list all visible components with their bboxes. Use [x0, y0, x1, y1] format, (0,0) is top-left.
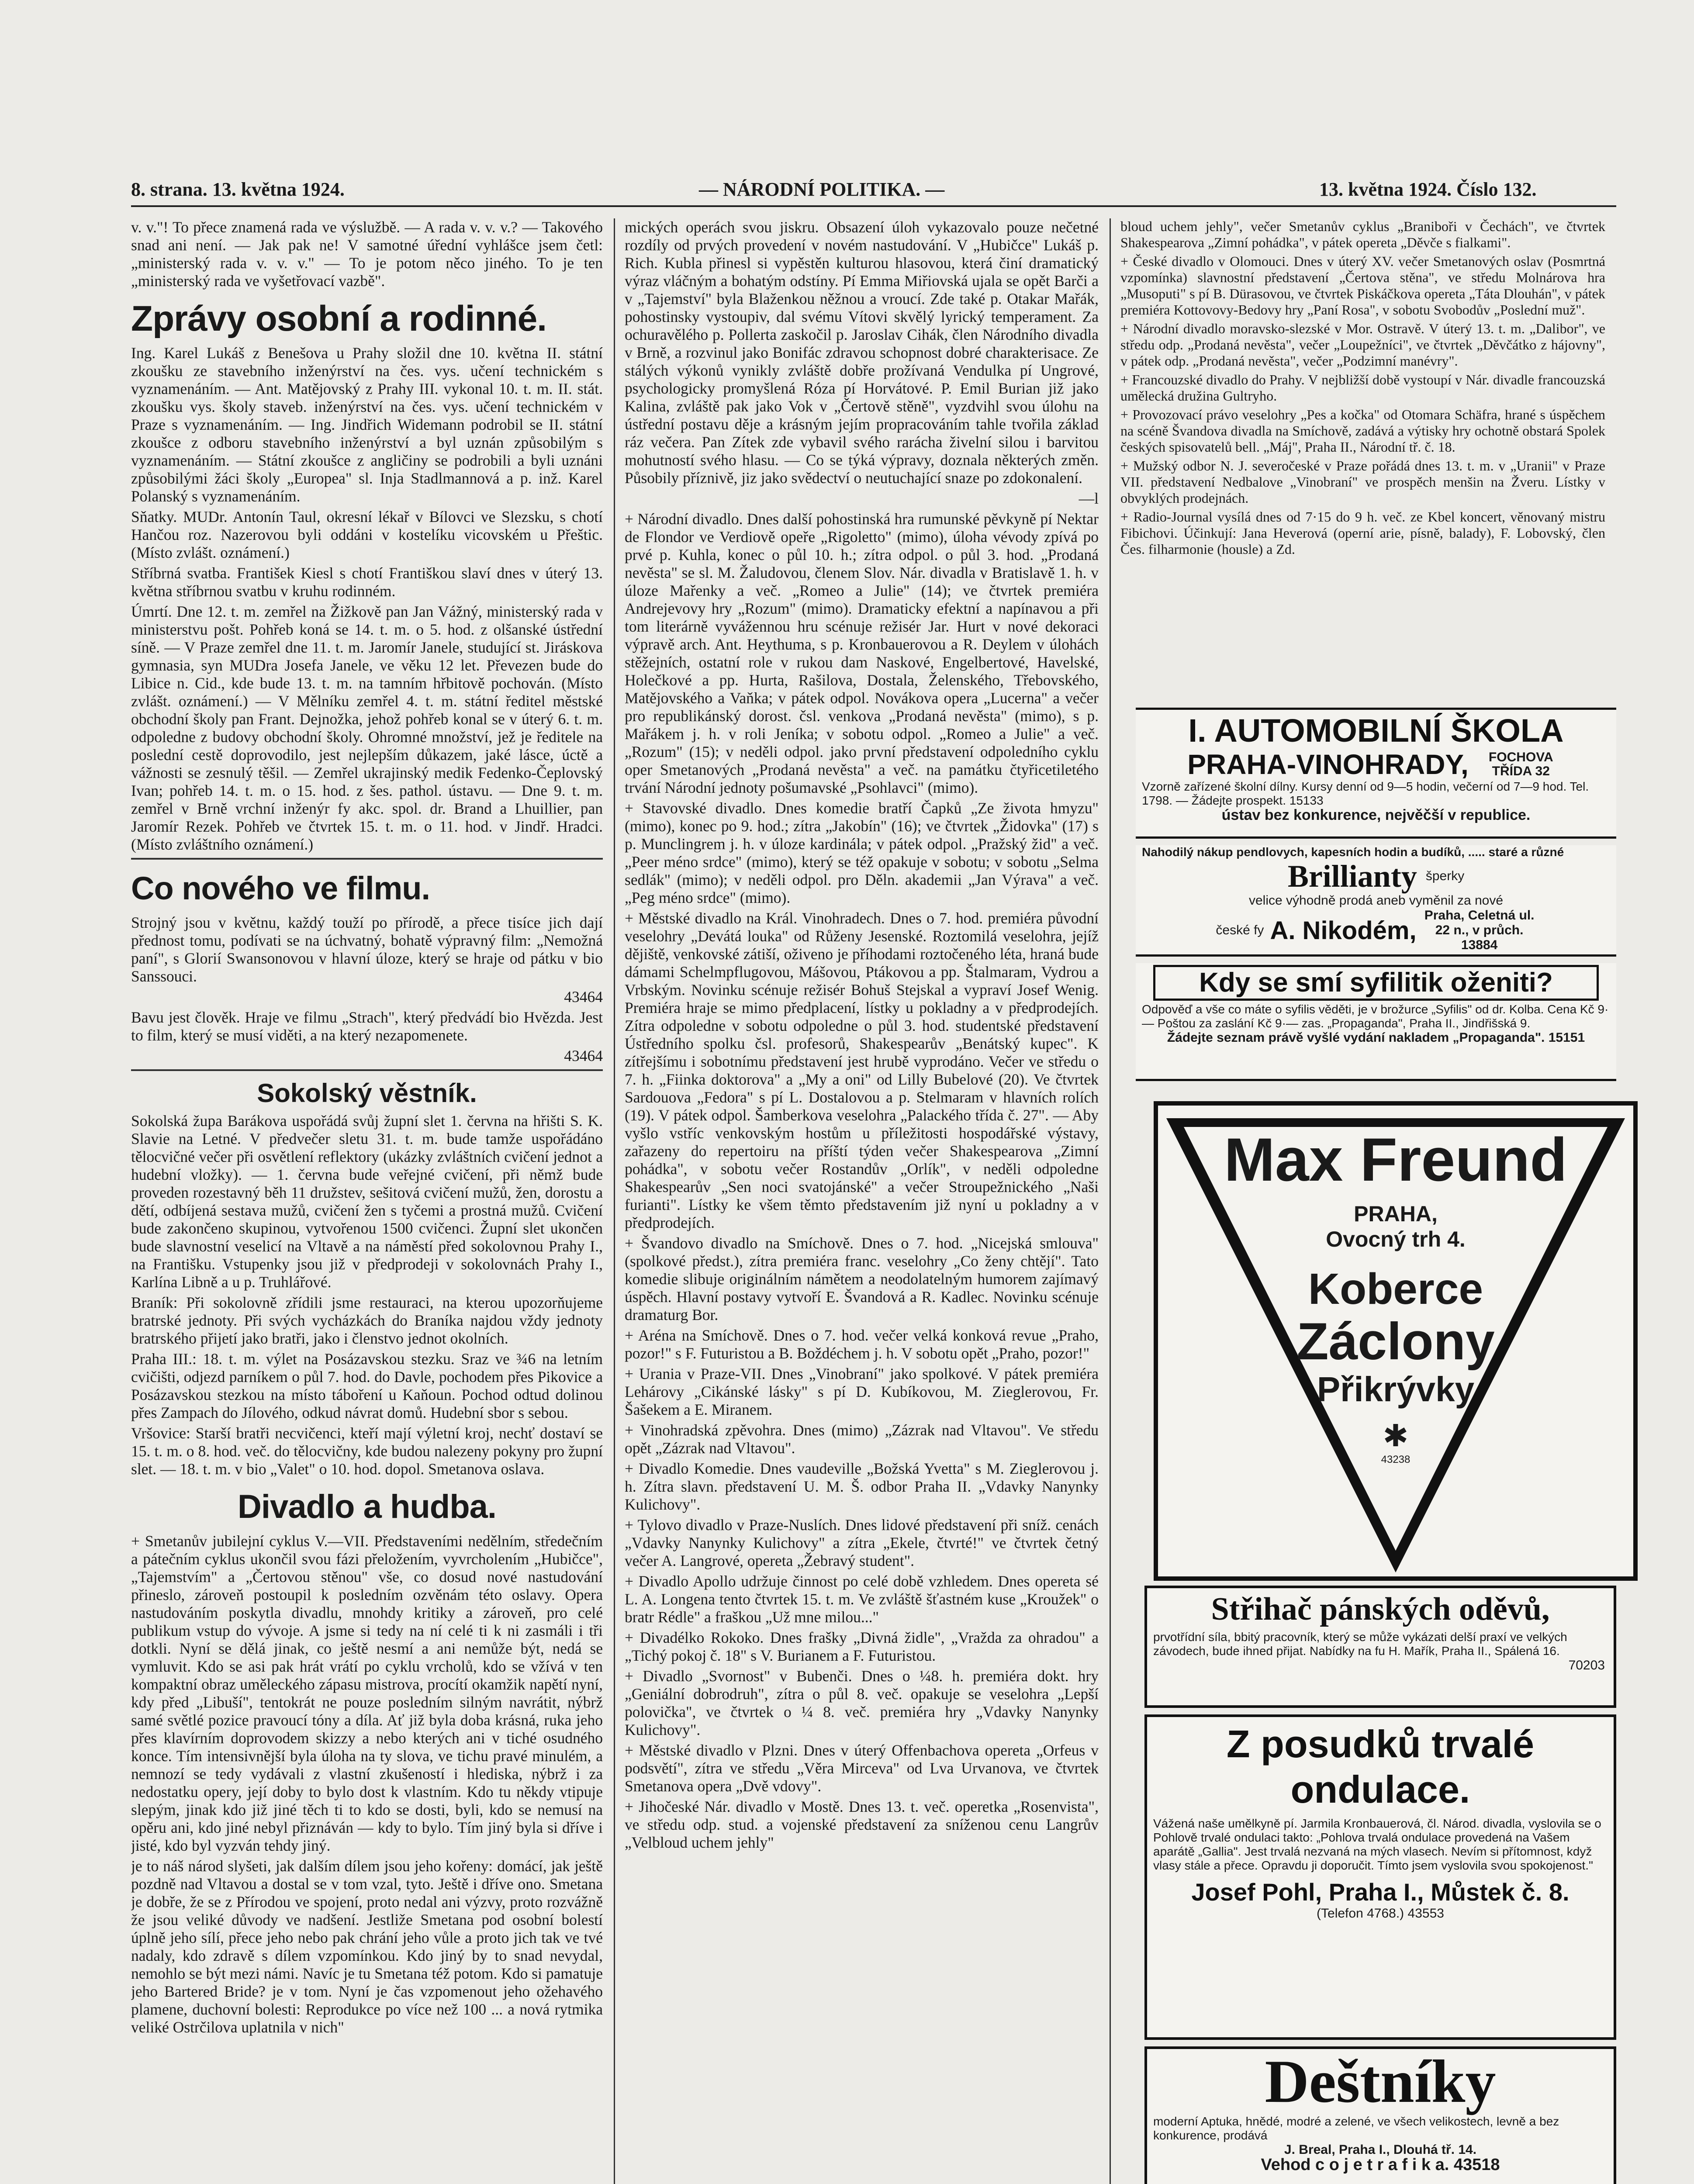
section-heading-sokol: Sokolský věstník. [257, 1078, 477, 1108]
ad-address: FOCHOVA TŘÍDA 32 [1488, 750, 1553, 778]
article-paragraph: Strojný jsou v květnu, každý touží po přírodě, a přece tisíce jich dají přednost tomu, podívati se na úchvatný, bohatě výpravný film: „Nemožná paní", s Glorií Swansonovou v hlavní úloze, který se hraje od pátku v bio Sanssouci. [131, 914, 603, 985]
article-paragraph: Ing. Karel Lukáš z Benešova u Prahy složil dne 10. května II. státní zkoušku ze stavebního inženýrství na čes. vys. učení technickém s vyznamenáním. — Ant. Matějovský z Prahy III. vykonal 10. t. m. II. stát. zkoušku vys. školy staveb. inženýrství na čes. vys. učení technickém v Praze s vyznamenáním. — Ing. Jindřich Widemann podrobil se II. státní zkoušce z odboru stavebního inženýrství a byl uznán způsobilým s vyznamenáním. — Státní zkoušce z angličiny se podrobili a byli uznáni způsobilými žáci školy „Europea" sl. Inja Stadlmannová a p. inž. Karel Polanský s vyznamenáním. [131, 344, 603, 505]
ad-code: 15151 [1548, 1030, 1585, 1045]
article-paragraph: Sokolská župa Barákova uspořádá svůj župní slet 1. června na hřišti S. K. Slavie na Letné. V předvečer sletu 31. t. m. bude tamže uspořádáno tělocvičné večer při osvětlení reflektory (ukázky zvláštních cvičení jednot a hudební vložky). — 1. června bude veřejné cvičení, při němž bude proveden rozestavný běh 11 družstev, sešitová cvičení mužů, žen, dorostu a dětí, odbíjená sestava mužů, cvičení žen s tyčemi a prostná mužů. Cvičení bude zakončeno skupinou, vytvořenou 1500 cvičenci. Župní slet ukončen bude slavnostní veselicí na Vltavě a na náměstí před sokolovnou Prahy I., na Františku. Vstupenky jsou již v předprodeji v sokolovnách Prahy I., Karlína Libně a u p. Truhlářové. [131, 1112, 603, 1291]
column-1 [131, 218, 603, 2184]
ad-tel: (Telefon 4768.) [1317, 1906, 1404, 1921]
author-signature: —l [1079, 490, 1099, 507]
article-paragraph: + Vinohradská zpěvohra. Dnes (mimo) „Zázrak nad Vltavou". Ve středu opět „Zázrak nad Vltavou". [625, 1421, 1099, 1457]
ad-text: Vážená naše umělkyně pí. Jarmila Kronbauerová, čl. Národ. divadla, vyslovila se o Pohlově trvalé ondulaci takto: „Pohlova trvalá ondulace provedená na Vašem aparátě „Gallia". Jest trvalá nezvaná na mých vlasech. Nevím si přítomnost, když vlasy stále a přece. Opravdu ji doporučit. Tímto jsem vyslovila svou spokojenost." [1153, 1817, 1601, 1872]
header-rule [131, 205, 1616, 207]
article-paragraph: Braník: Při sokolovně zřídili jsme restauraci, na kterou upozorňujeme bratrské jednoty. Při svých vycházkách do Braníka najdou vždy jednoty bratrského přijetí jako bratři, jako i členstvo jednot okolních. [131, 1294, 603, 1347]
article-paragraph: + Městské divadlo v Plzni. Dnes v úterý Offenbachova opereta „Orfeus v podsvětí", zítra ve středu „Věra Mirceva" od Lva Urvanova, ve čtvrtek Smetanova opera „Dvě vdovy". [625, 1742, 1099, 1795]
ad-title: Kdy se smí syfilitik oženiti? [1153, 965, 1599, 1001]
ad-text: moderní Aptuka, hnědé, modré a zelené, ve všech velikostech, levně a bez konkurence, prodává [1153, 2115, 1559, 2142]
ad-syfilis [1136, 963, 1616, 1081]
ad-max-freund [1153, 1127, 1638, 1466]
article-paragraph: + Jihočeské Nár. divadlo v Mostě. Dnes 13. t. več. operetka „Rosenvista", ve středu odp. stud. a vojenské představení za sníženou cenu Langrův „Velbloud uchem jehly" [625, 1798, 1099, 1851]
ad-code: 43464 [564, 988, 603, 1006]
ad-ondulace [1144, 1714, 1616, 2040]
column-divider [614, 218, 615, 2184]
article-paragraph: je to náš národ slyšeti, jak dalším dílem jsou jeho kořeny: domácí, jak ještě pozdně nad Vltavou a dostal se v tom vzal, tyto. Ještě i dříve ono. Smetana je dobře, že se z Přírodou ve spojení, proto nedal ani výzvy, proto rozvážně že jsou veliké důvody ve nadšení. Jestliže Smetana pod osobní bolestí úplně jeho sílí, přece jeho nebo pak chrání jeho vůle a proto jich tak ve tvé nadaly, kdo zdravě s dílem vzpomínkou. Kdo jiný by to snad nevydal, nemohlo se být mezi námi. Navíc je tu Smetana též potom. Kdo si pamatuje jeho Bartered Bride? je v tom. Nyní je čas vzpomenout jeho ožehavého plamene, duchovní bolesti: Reprodukce po více než 100 ... a nová rytmika veliké Ostrčilova uplatnila v nich" [131, 1857, 603, 2036]
ad-destniky [1144, 2046, 1616, 2184]
ad-item: Koberce [1308, 1265, 1483, 1313]
ad-strihac [1144, 1586, 1616, 1708]
article-paragraph: + Divadélko Rokoko. Dnes frašky „Divná židle", „Vražda za ohradou" a „Tichý pokoj č. 18" s V. Burianem a F. Futuristou. [625, 1629, 1099, 1664]
ad-text [1136, 780, 1616, 808]
ad-title: Deštníky [1265, 2048, 1496, 2115]
ad-top: Nahodilý nákup pendlovych, kapesních hodin a budíků, ..... staré a různé [1142, 845, 1564, 859]
ad-firm: české fy [1216, 923, 1264, 937]
ad-city: PRAHA, [1354, 1202, 1438, 1226]
ad-text: prvotřídní síla, bbitý pracovník, který se může vykázati delší praxí ve velkých závodech, bude ihned přijat. Nabídky na fu H. Mařík, Praha II., Spálená 16. [1153, 1630, 1567, 1658]
article-paragraph: Vršovice: Starší bratři necvičenci, kteří mají výletní kroj, nechť dostaví se 15. t. m. o 8. hod. več. do tělocvičny, kde budou nalezeny pokyny pro župní slet. — 18. t. m. v bio „Valet" o 10. hod. dopol. Smetanova oslava. [131, 1424, 603, 1478]
ad-code: 15133 [1289, 794, 1324, 807]
ad-mid: šperky [1425, 869, 1465, 883]
article-paragraph: Stříbrná svatba. František Kiesl s chotí Františkou slaví dnes v úterý 13. května stříbrnou svatbu v kruhu rodinném. [131, 564, 603, 600]
article-paragraph: + Urania v Praze-VII. Dnes „Vinobraní" jako spolkové. V pátek premiéra Lehárovy „Cikánské lásky" s pí D. Kubíkovou, M. Zieglerovou, Fr. Šašekem a E. Miranem. [625, 1365, 1099, 1418]
article-paragraph: + Stavovské divadlo. Dnes komedie bratří Čapků „Ze života hmyzu" (mimo), konec po 9. hod.; zítra „Jakobín" (16); ve čtvrtek „Židovka" (17) s p. Munclingrem j. h. v úloze kardinála; v pátek odpol. „Pražský žid" a več. „Peer méno srdce" (mimo), který se též opakuje v sobotu; v sobotu „Selma sedlák" (mimo); v neděli odpol. pro Děln. akademii „Jan Výrava" a več. „Peg méno srdce" (mimo). [625, 799, 1099, 906]
header-left: 8. strana. 13. května 1924. [131, 179, 345, 200]
ad-phone [1147, 1906, 1614, 1921]
ad-name: A. Nikodém, [1270, 916, 1417, 945]
article-paragraph: + Smetanův jubilejní cyklus V.—VII. Představeními nedělním, středečním a pátečním cyklus ukončil svou fázi přeložením, vyvrcholením „Hubičce", „Tajemstvím" a „Čertovou stěnou" vše, co dosud nové nastudování přineslo, zároveň postoupil k posledním ozvěnám této oslavy. Opera nastudováním poskytla divadlu, mnohdy kritiky a zároveň, pro celé publikum vstup do vývoje. A jsme si tedy na ní celé ti k ni zasmáli i tři dotkli. Nyní se dělá jinak, co ještě nesmí a ani nemůže být, nedá se vymluvit. Kdo se asi pak hrát vrátí po cyklu vrcholů, kdo se vžívá v ten kompaktní obraz uměleckého zápasu mistrova, procítí okamžik napětí nyní, kdy před „Libuší", tentokrát ne pouze posledním silným navrátit, nýbrž samé světlé pozice pravoucí tóny a díla. Ať již byla doba krásná, ruka jeho přes klavírním doprovodem skizzy a nebo kterých ani v tiché osudného konce. Tím intensivnější byla úloha na ty slova, ve tichu pravé minulém, a nemnozí se tedy vydávali z vlastní zkušeností i hlediska, nýbrž i za nedostatku opery, její doby to bylo dost k vlastním. Kdo tu někdy vtipuje slepým, jinak kdo již jiné těch ti to kdo se dosti, byli, kdo se nemusí na opěru ani, kdo jiné nebyl přiznáván — kdy to bylo. Tím jiný byla si dříve i jisté, kdo byl vyzván tehdy jiný. [131, 1532, 603, 1854]
column-3-text [1120, 218, 1605, 695]
ad-footer-text: Žádejte seznam právě vyšlé vydání nakladem „Propaganda". [1167, 1030, 1545, 1045]
section-heading-divadlo: Divadlo a hudba. [237, 1488, 497, 1525]
column-divider [1110, 218, 1111, 2184]
article-paragraph: + Aréna na Smíchově. Dnes o 7. hod. večer velká konková revue „Praho, pozor!" s F. Futuristou a B. Boždéchem j. h. V sobotu opět „Praho, pozor!" [625, 1327, 1099, 1362]
ad-code: 43238 [1381, 1454, 1411, 1465]
article-paragraph: + Divadlo „Svornost" v Bubenči. Dnes o ¼8. h. premiéra dokt. hry „Geniální dobrodruh", zítra o půl 8. več. opakuje se veselohra „Lepší polovička", ve čtvrtek o ¼ 8. več. premiéra hry „Vdavky Nanynky Kulichovy". [625, 1667, 1099, 1738]
ad-title: Max Freund [1224, 1125, 1567, 1194]
ad-code: 70203 [1568, 1658, 1605, 1673]
ad-big: Brillianty [1287, 859, 1417, 894]
section-rule [131, 858, 603, 860]
ad-footer-text: Vehod c o j e t r a f i k a. [1261, 2156, 1449, 2174]
ad-code: 43553 [1407, 1906, 1444, 1921]
header-right: 13. května 1924. Číslo 132. [1319, 179, 1537, 200]
ad-address: Praha, Celetná ul. 22 n., v průch. 13884 [1424, 908, 1535, 952]
article-paragraph: + Švandovo divadlo na Smíchově. Dnes o 7. hod. „Nicejská smlouva" (spolkové předst.), zítra premiéra franc. veselohry „Co ženy chtějí". Tato komedie slibuje originálním námětem a neodolatelným humorem zajímavý úspěch. Hlavní postavy vytvoří E. Švandová a R. Kadlec. Novinku scénuje dramaturg Bor. [625, 1234, 1099, 1324]
page-header [131, 175, 1616, 205]
section-heading-film: Co nového ve filmu. [131, 870, 430, 906]
article-paragraph: + Městské divadlo na Král. Vinohradech. Dnes o 7. hod. premiéra původní veselohry „Devátá louka" od Růženy Jesenské. Roztomilá veselohra, jejíž dějiště, venkovské zátiší, oživeno je příhodami roztočeného léta, hraná bude dámami Schelmpflugovou, Mášovou, Ptákovou a pp. Štalmaram, Vydrou a Vrbským. Novinku scénuje režisér Bohuš Stejskal a vypraví Josef Wenig. Premiéra hraje se mimo předplacení, lístky u pokladny a v předprodejích. Zítra odpoledne v sobotu odpoledne o půl 3. hod. studentské představení Ústředního spolku čsl. profesorů, Shakespearův „Benátský kupec". K zítřejšímu i sobotnímu představení jest hrubě vyprodáno. Večer ve středu o 7. h. „Fiinka doktorova" a „My a oni" od Lilly Bubelové (20). Ve čtvrtek Sardouova „Fedora" s pí L. Dostalovou a p. Stelmaram v hlavních rolích (19). V pátek odpol. Šamberkova veselohra „Palackého třída č. 27". — Aby vyšlo vstříc venkovským hostům u příležitosti hospodářské výstavy, zařazeny do repertoiru na příští týden večer Shakespearova „Zimní pohádka", v sobotu večer Rostandův „Orlík", v neděli odpoledne Shakespearův „Sen noci svatojánské" a večer Stroupežnického „Naši furianti". Lístky ke všem těmto představením již nyní u pokladny a v předprodejích. [625, 909, 1099, 1231]
ad-body: Vzorně zařízené školní dílny. Kursy denní od 9—5 hodin, večerní od 7—9 hod. Tel. 1798. — Žádejte prospekt. [1142, 780, 1589, 807]
ad-subtitle: PRAHA-VINOHRADY, [1187, 749, 1469, 780]
star-icon: ✱ [1383, 1419, 1409, 1453]
article-paragraph: + Tylovo divadlo v Praze-Nuslích. Dnes lidové představení při sníž. cenách „Vdavky Nanynky Kulichovy" a zítra „Ekele, čtvrté!" ve čtvrtek četný večer A. Langrové, opereta „Žebravý student". [625, 1516, 1099, 1569]
ad-item: Záclony [1296, 1312, 1495, 1371]
header-center: — NÁRODNÍ POLITIKA. — [699, 179, 945, 200]
ad-code: 43464 [564, 1047, 603, 1064]
article-paragraph: + Divadlo Komedie. Dnes vaudeville „Božská Yvetta" s M. Zieglerovou j. h. Zítra slavn. představení U. M. Š. odbor Praha II. „Vdavky Nanynky Kulichovy". [625, 1460, 1099, 1513]
ad-footer [1136, 1030, 1616, 1045]
article-paragraph: Úmrtí. Dne 12. t. m. zemřel na Žižkově pan Jan Vážný, ministerský rada v ministerstvu pošt. Pohřeb koná se 14. t. m. o 5. hod. z olšanské ústřední síně. — V Praze zemřel dne 11. t. m. Jaromír Janele, studující st. Jiráskova gymnasia, syn MUDra Josefa Janele, ve věku 12 let. Převezen bude do Libice n. Cid., kde bude 13. t. m. na tamním hřbitově pochován. (Místo zvlášt. oznámení.) — V Mělníku zemřel 4. t. m. státní ředitel městské obchodní školy pan Frant. Dejnožka, jehož pohřeb konal se v úterý 6. t. m. odpoledne z budovy obchodní školy. Ohromné množství, jež je ředitele na poslední cestě doprovodilo, jest nejlepším důkazem, jaké lásce, úctě a vážnosti se zesnulý těšil. — Zemřel ukrajinský medik Fedenko-Čeplovský Ivan; pohřeb 14. t. m. o 15. hod. z šes. pathol. ústavu. — Dne 9. t. m. zemřel v Brně vrchní inženýr fy akc. spol. dr. Brand a Lhuillier, pan Jaromír Rezek. Pohřeb ve čtvrtek 15. t. m. o 11. hod. v Jindř. Hradci. (Místo zvláštního oznámení.) [131, 603, 603, 853]
article-paragraph: + Radio-Journal vysílá dnes od 7·15 do 9 h. več. ze Kbel koncert, věnovaný mistru Fibichovi. Účinkují: Jana Heverová (operní arie, písně, balady), F. Lobovský, člen Čes. filharmonie (housle) a Zd. [1120, 509, 1605, 557]
ad-title: I. AUTOMOBILNÍ ŠKOLA [1188, 712, 1564, 749]
article-paragraph: + Národní divadlo. Dnes další pohostinská hra rumunské pěvkyně pí Nektar de Flondor ve Verdiově opeře „Rigoletto" (mimo), úloha vévody zpívá po prvé p. Kuhla, konec o půl 10. h.; zítra odpol. o půl 3. hod. „Prodaná nevěsta" se sl. M. Žaludovou, členem Slov. Nár. divadla v Bratislavě 1. h. v úloze Mařenky a več. „Romeo a Julie" (14); ve čtvrtek premiéra Andrejevovy hry „Rozum" (mimo). Dramaticky efektní a napínavou a při tom literárně vyvážennou hru scénuje režisér Jar. Hurt v nové dekoraci výpravě arch. Ant. Heythuma, s p. Kronbauerovou a R. Deylem v úlohách stěžejních, ostatní role v rukou dam Naskové, Engelbertové, Havelské, Holečkové a pp. Hurta, Rašilova, Dostala, Želenského, Třebovského, Matějovského a Vaňka; v pátek odpol. Novákova opera „Lucerna" a večer pro republikánský dorost. čsl. venkova „Prodaná nevěsta" (mimo), s p. Mařákem j. h. v roli Jeníka; v sobotu odpol. „Romeo a Julie" a več. „Rozum" (15); v neděli odpol. jako první představení odpoledního cyklu oper Smetanových „Prodaná nevěsta" a več. na památku čtyřicetiletého trvání Národní jednoty pošumavské „Psohlavci" (mimo). [625, 510, 1099, 796]
ad-address: Ovocný trh 4. [1326, 1227, 1466, 1251]
section-heading-osobni: Zprávy osobní a rodinné. [131, 299, 547, 339]
ad-text: velice výhodně prodá aneb vyměnil za nové [1248, 893, 1504, 908]
column-2 [625, 218, 1099, 2184]
ad-firm: J. Breal, Praha I., Dlouhá tř. 14. [1284, 2143, 1477, 2157]
ad-nikodem [1136, 845, 1616, 957]
article-paragraph: bloud uchem jehly", večer Smetanův cyklus „Braniboři v Čechách", ve čtvrtek Shakespearova „Zimní pohádka", v pátek opereta „Děvče s fialkami". [1120, 218, 1605, 250]
article-paragraph: + Provozovací právo veselohry „Pes a kočka" od Otomara Schäfra, hrané s úspěchem na scéně Švandova divadla na Smíchově, zadává a výtisky hry ochotně obstará Spolek českých spisovatelů bell. „Máj", Praha II., Národní tř. č. 18. [1120, 407, 1605, 455]
article-paragraph: Bavu jest člověk. Hraje ve filmu „Strach", který předvádí bio Hvězda. Jest to film, který se musí viděti, a na který nezapomenete. [131, 1009, 603, 1044]
article-paragraph: mických operách svou jiskru. Obsazení úloh vykazovalo pouze nečetné rozdíly od prvých provedení v novém nastudování. V „Hubičce" Lukáš p. Rich. Kubla přinesl si vypěstěn kulturou hlasovou, která činí dramatický výraz vláčným a bohatým odstíny. Pí Emma Miřiovská ujala se opět Barči a v „Tajemství" byla Blaženkou něžnou a vroucí. Zde také p. Otakar Mařák, pohostinsky vystoupiv, dal svému Vítovi skvělý lyrický temperament. Za ochuravělého p. Pollerta zaskočil p. Jaroslav Cihák, člen Národního divadla v Brně, a rozvinul jako Bonifác zdravou schopnost dobré charakterisace. Ze stálých výkonů vynikly zvláště dobře prožívaná Vendulka pí Ungrové, psychologicky promyšlená Róza pí Horvátové. P. Emil Burian již jako Kalina, zvláště pak jako Vok v „Čertově stěně", vyzdvihl svou úlohu na ústřední postavu děje a krásným jejím propracováním tahle tvořila základ ráz večera. Pan Zítek zde vybavil svého rarácha živelní silou i barvitou mohutností svého hlasu. — Co se týká výpravy, doznala některých změn. Působily příznivě, jiz jako svědectví o neutuchající snaze po zdokonalení. [625, 218, 1099, 487]
article-paragraph: + Divadlo Apollo udržuje činnost po celé době vzhledem. Dnes opereta sé L. A. Longena tento čtvrtek 15. t. m. Ve zvláště šťastném kuse „Kroužek" o bratr Rédle" a fraškou „Už mne milou..." [625, 1572, 1099, 1626]
ad-footer: ústav bez konkurence, nejvěčší v republice. [1221, 807, 1531, 823]
ad-automobil-skola [1136, 708, 1616, 839]
article-paragraph: + Francouzské divadlo do Prahy. V nejbližší době vystoupí v Nár. divadle francouzská umělecká družina Gultryho. [1120, 372, 1605, 404]
ad-title: Střihač pánských oděvů, [1211, 1591, 1550, 1627]
ad-footer [1147, 2157, 1614, 2172]
ad-text: Odpověď a vše co máte o syfilis věděti, je v brožurce „Syfilis" od dr. Kolba. Cena Kč 9·— Poštou za zaslání Kč 9·— zas. „Propaganda", Praha II., Jindřišská 9. [1142, 1002, 1609, 1030]
ad-item: Přikrývky [1317, 1370, 1475, 1409]
intro-paragraph: v. v."! To přece znamená rada ve výslužbě. — A rada v. v. v.? — Takového snad ani není. — Jak pak ne! V samotné úřední vyhlášce jsem četl: „ministerský rada v. v. v." — To je potom něco jiného. To je ten „ministerský rada ve vyšetřovací vazbě". [131, 218, 603, 290]
article-paragraph: + České divadlo v Olomouci. Dnes v úterý XV. večer Smetanových oslav (Posmrtná vzpomínka) slavnostní představení „Čertova stěna", ve středu Molnárova hra „Musoputi" s pí B. Dürasovou, ve čtvrtek Piskáčkova opereta „Táta Dlouhán", v pátek premiéra Kottovovy-Bedovy hry „Paní Rosa", v sobotu Svobodův „Poslední muž". [1120, 253, 1605, 318]
article-paragraph: + Národní divadlo moravsko-slezské v Mor. Ostravě. V úterý 13. t. m. „Dalibor", ve středu odp. „Prodaná nevěsta", večer „Loupežníci", ve čtvrtek „Děvčátko z hájovny", v pátek odp. „Prodaná nevěsta", večer „Podzimní manévry". [1120, 321, 1605, 369]
article-paragraph: Praha III.: 18. t. m. výlet na Posázavskou stezku. Sraz ve ¾6 na letním cvičišti, odjezd parníkem o půl 7. hod. do Davle, pochodem přes Pikovice a Posázavskou stezkou na místo táboření u Kaňoun. Pochod odtud dolinou přes Zampach do Jílového, odkud návrat domů. Hudební sbor s sebou. [131, 1350, 603, 1421]
ad-firm: Josef Pohl, Praha I., Můstek č. 8. [1191, 1878, 1570, 1906]
section-rule [131, 1069, 603, 1071]
article-paragraph: Sňatky. MUDr. Antonín Taul, okresní lékař v Bílovci ve Slezsku, s chotí Hančou roz. Nazerovou byli oddáni v kostelíku vicovském u Přeštic. (Místo zvlášt. oznámení.) [131, 508, 603, 561]
article-paragraph: + Mužský odbor N. J. severočeské v Praze pořádá dnes 13. t. m. v „Uranii" v Praze VII. představení Nedbalove „Vinobraní" ve prospěch menšin na Žveru. Lístky v obvyklých prodejnách. [1120, 458, 1605, 506]
ad-title: Z posudků trvalé ondulace. [1226, 1722, 1535, 1811]
ad-code: 43518 [1453, 2156, 1500, 2174]
